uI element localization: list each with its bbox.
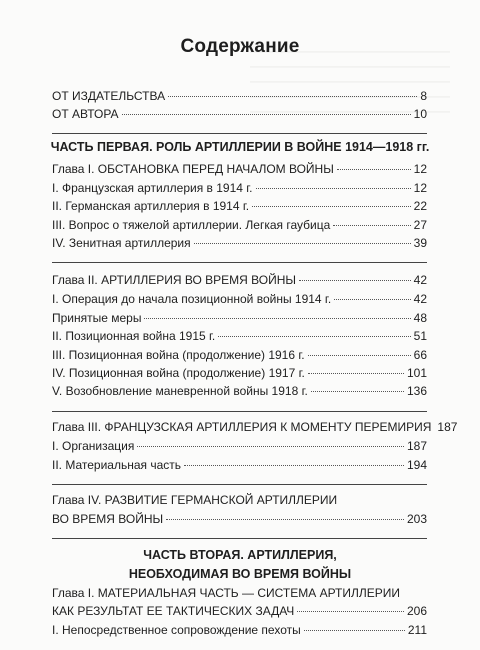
- dot-leader: [299, 268, 411, 281]
- toc-page-number: 194: [406, 458, 427, 472]
- dot-leader: [137, 434, 404, 447]
- toc-page-number: 51: [413, 329, 427, 343]
- dot-leader: [184, 453, 404, 466]
- toc-page-number: 10: [413, 107, 427, 121]
- toc-entry-chapter-continued[interactable]: [52, 510, 427, 528]
- part-two-heading-line1: ЧАСТЬ ВТОРАЯ. АРТИЛЛЕРИЯ,: [143, 548, 337, 562]
- dot-leader: [334, 287, 410, 300]
- toc-page-number: 211: [407, 623, 427, 637]
- toc-page-number: 187: [406, 439, 427, 453]
- section-divider: [52, 411, 427, 412]
- toc-entry-label: Глава II. АРТИЛЛЕРИЯ ВО ВРЕМЯ ВОЙНЫ: [52, 273, 297, 287]
- section-divider: [52, 484, 427, 485]
- toc-page-number: 12: [413, 181, 427, 195]
- toc-entry-label: IV. Позиционная война (продолжение) 1917 г.: [52, 366, 305, 380]
- toc-entry-label: КАК РЕЗУЛЬТАТ ЕЕ ТАКТИЧЕСКИХ ЗАДАЧ: [52, 604, 295, 618]
- toc-entry-label: II. Позиционная война 1915 г.: [52, 329, 216, 343]
- toc-page-number: 39: [413, 236, 427, 250]
- toc-entry-section[interactable]: [52, 456, 427, 474]
- toc-entry-label: Глава I. МАТЕРИАЛЬНАЯ ЧАСТЬ — СИСТЕМА АРТИЛЛЕРИИ: [52, 586, 400, 600]
- toc-entry-label: V. Возобновление маневренной войны 1918 г.: [52, 384, 308, 398]
- toc-entry-label: I. Организация: [52, 439, 135, 453]
- toc-entry-label: Глава III. ФРАНЦУЗСКАЯ АРТИЛЛЕРИЯ К МОМЕНТУ ПЕРЕМИРИЯ: [52, 420, 432, 434]
- toc-page-number: 48: [413, 311, 427, 325]
- toc-page-number: 8: [420, 89, 427, 103]
- dot-leader: [256, 176, 411, 189]
- toc-entry-section[interactable]: [52, 382, 427, 400]
- toc-page-number: 136: [406, 384, 427, 398]
- dot-leader: [337, 157, 411, 170]
- toc-entry-author[interactable]: [52, 105, 427, 123]
- dot-leader: [297, 599, 404, 612]
- toc-entry-label: ОТ АВТОРА: [52, 107, 119, 121]
- dot-leader: [308, 343, 411, 356]
- dot-leader: [308, 361, 404, 374]
- toc-page-number: 187: [437, 420, 458, 434]
- toc-entry-label: ОТ ИЗДАТЕЛЬСТВА: [52, 89, 166, 103]
- toc-entry-label: II. Материальная часть: [52, 458, 182, 472]
- toc-entry-label: III. Вопрос о тяжелой артиллерии. Легкая гаубица: [52, 218, 331, 232]
- toc-page-number: 206: [406, 604, 427, 618]
- toc-page-number: 101: [406, 366, 427, 380]
- dot-leader: [252, 194, 411, 207]
- toc-entry-label: Принятые меры: [52, 311, 142, 325]
- toc-entry-label: IV. Зенитная артиллерия: [52, 236, 191, 250]
- toc-page-number: 42: [413, 273, 427, 287]
- section-divider: [52, 538, 427, 539]
- dot-leader: [168, 84, 417, 97]
- toc-entry-section[interactable]: [52, 621, 427, 639]
- dot-leader: [304, 618, 405, 631]
- part-one-heading: ЧАСТЬ ПЕРВАЯ. РОЛЬ АРТИЛЛЕРИИ В ВОЙНЕ 1914—1918 гг.: [50, 140, 430, 154]
- toc-entry-label: III. Позиционная война (продолжение) 1916 г.: [52, 348, 305, 362]
- dot-leader: [311, 379, 404, 392]
- dot-leader: [333, 213, 410, 226]
- toc-page-number: 66: [413, 348, 427, 362]
- toc-entry-label: I. Операция до начала позиционной войны 1914 г.: [52, 292, 332, 306]
- section-divider: [52, 262, 427, 263]
- toc-entry-label: I. Непосредственное сопровождение пехоты: [52, 623, 301, 637]
- dot-leader: [194, 231, 411, 244]
- toc-page-number: 27: [413, 218, 427, 232]
- dot-leader: [166, 507, 404, 520]
- page-title: Содержание: [180, 36, 300, 57]
- toc-entry-label: II. Германская артиллерия в 1914 г.: [52, 199, 250, 213]
- dot-leader: [144, 306, 410, 319]
- toc-entry-label: Глава IV. РАЗВИТИЕ ГЕРМАНСКОЙ АРТИЛЛЕРИИ: [52, 493, 338, 507]
- toc-entry-label: Глава I. ОБСТАНОВКА ПЕРЕД НАЧАЛОМ ВОЙНЫ: [52, 162, 334, 176]
- section-divider: [52, 133, 427, 134]
- dot-leader: [122, 102, 411, 115]
- toc-page-number: 203: [406, 512, 427, 526]
- part-two-heading-line2: НЕОБХОДИМАЯ ВО ВРЕМЯ ВОЙНЫ: [128, 567, 352, 581]
- toc-page-number: 42: [413, 292, 427, 306]
- toc-page-number: 12: [413, 162, 427, 176]
- toc-entry-label: I. Французская артиллерия в 1914 г.: [52, 181, 253, 195]
- toc-page-number: 22: [413, 199, 427, 213]
- toc-entry-section[interactable]: [52, 234, 427, 252]
- toc-entry-label: ВО ВРЕМЯ ВОЙНЫ: [52, 512, 164, 526]
- dot-leader: [218, 324, 410, 337]
